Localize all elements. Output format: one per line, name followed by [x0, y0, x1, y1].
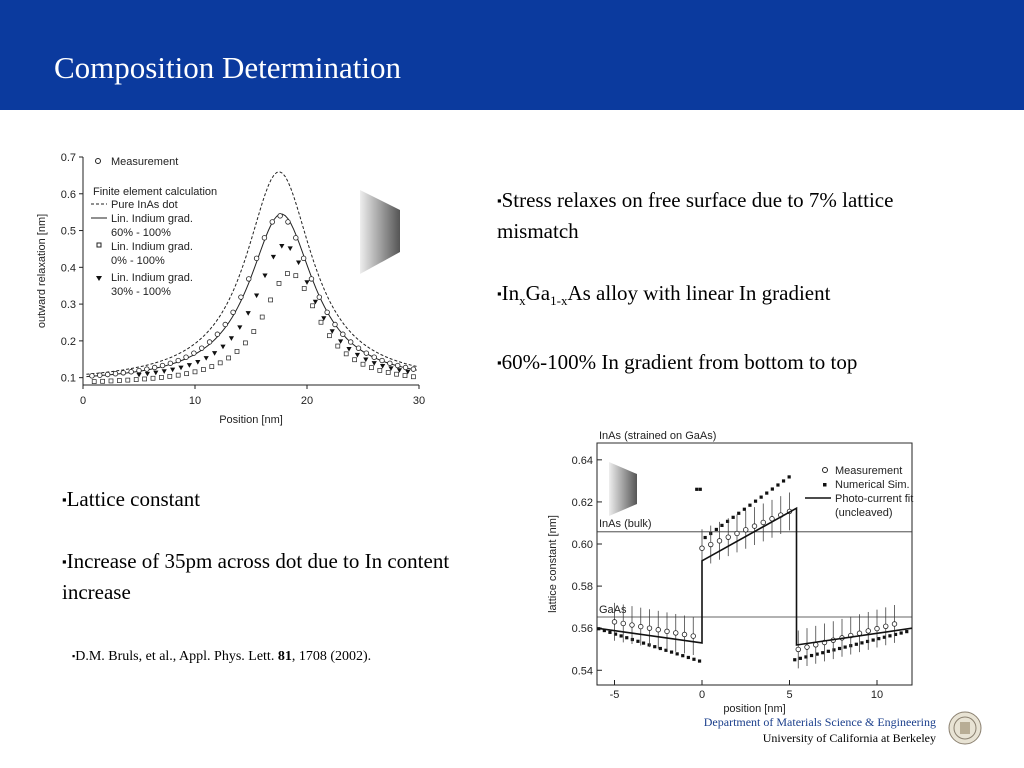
footer-university: University of California at Berkeley	[762, 731, 936, 745]
sim-point	[793, 658, 796, 661]
measurement-point	[372, 355, 377, 360]
grad-0-100-point	[126, 378, 130, 382]
footer	[704, 714, 936, 746]
grad-0-100-point	[302, 287, 306, 291]
measurement-point	[223, 322, 228, 327]
grad-0-100-point	[361, 362, 365, 366]
x-axis-label: Position [nm]	[219, 414, 283, 426]
grad-0-100-point	[395, 372, 399, 376]
grad-0-100-point	[369, 366, 373, 370]
grad-0-100-point	[277, 281, 281, 285]
measurement-point	[301, 256, 306, 261]
grad-0-100-point	[327, 334, 331, 338]
x-axis-label: position [nm]	[723, 703, 786, 715]
legend-grad60: Lin. Indium grad.	[111, 213, 193, 225]
legend-grad30-marker	[96, 276, 102, 281]
measurement-point	[682, 632, 687, 637]
grad-0-100-point	[151, 376, 155, 380]
sim-point	[681, 654, 684, 657]
measurement-point	[388, 361, 393, 366]
measurement-point	[691, 634, 696, 639]
reference: ▪D.M. Bruls, et al., Appl. Phys. Lett. 81, 1708 (2002).	[72, 649, 372, 664]
sim-point	[788, 475, 791, 478]
grad-30-100-point	[220, 345, 225, 350]
grad-30-100-point	[136, 373, 141, 378]
measurement-point	[105, 372, 110, 377]
y-axis-label: lattice constant [nm]	[547, 515, 559, 613]
sim-point	[900, 631, 903, 634]
sim-point	[827, 650, 830, 653]
grad-0-100-point	[109, 379, 113, 383]
measurement-point	[333, 322, 338, 327]
y-tick-label: 0.1	[60, 372, 76, 385]
legend-grad30: Lin. Indium grad.	[111, 272, 193, 284]
grad-30-100-point	[296, 261, 301, 266]
sim-point	[625, 636, 628, 639]
measurement-point	[752, 524, 757, 529]
measurement-point	[341, 332, 346, 337]
legend-fit: Photo-current fit	[835, 493, 914, 505]
legend-measurement: Measurement	[835, 465, 903, 477]
grad-0-100-point	[159, 375, 163, 379]
grad-0-100-point	[227, 356, 231, 360]
sim-point	[653, 645, 656, 648]
x-tick-label: 20	[300, 395, 314, 407]
legend-pure: Pure InAs dot	[111, 199, 178, 211]
grad-30-100-point	[372, 361, 377, 366]
legend-grad0-range: 0% - 100%	[111, 255, 165, 267]
left-bullets	[62, 484, 467, 608]
grad-0-100-point	[92, 380, 96, 384]
sim-point	[743, 508, 746, 511]
sim-point	[642, 642, 645, 645]
gradient-wedge-icon	[360, 190, 402, 276]
measurement-point	[168, 361, 173, 366]
grad-0-100-point	[176, 373, 180, 377]
grad-0-100-point	[386, 370, 390, 374]
grad-0-100-point	[168, 374, 172, 378]
x-tick-label: 5	[786, 689, 793, 701]
measurement-point	[673, 631, 678, 636]
grad-0-100-point	[101, 379, 105, 383]
measurement-point	[192, 351, 197, 356]
measurement-point	[145, 367, 150, 372]
annotation-inas-bulk: InAs (bulk)	[599, 517, 652, 530]
grad-30-100-point	[363, 357, 368, 362]
grad-0-100-point	[143, 377, 147, 381]
sim-point	[692, 658, 695, 661]
measurement-point	[129, 369, 134, 374]
sim-point	[748, 504, 751, 507]
annotation-inas-strained: InAs (strained on GaAs)	[599, 430, 717, 442]
measurement-point	[137, 368, 142, 373]
legend-simulation: Numerical Sim.	[835, 479, 910, 491]
measurement-point	[90, 374, 95, 379]
sim-point	[877, 637, 880, 640]
measurement-point	[612, 620, 617, 625]
measurement-point	[113, 371, 118, 376]
grad-0-100-point	[311, 304, 315, 308]
grad-0-100-point	[411, 375, 415, 379]
y-tick-label: 0.4	[60, 262, 76, 275]
legend-measurement: Measurement	[111, 156, 179, 168]
sim-point	[704, 536, 707, 539]
legend-measurement-marker	[823, 468, 828, 473]
grad-0-100-point	[269, 298, 273, 302]
grad-30-100-point	[288, 246, 293, 251]
measurement-point	[647, 626, 652, 631]
sim-point	[888, 634, 891, 637]
measurement-point	[176, 358, 181, 363]
legend-grad30-range: 30% - 100%	[111, 286, 171, 298]
grad-30-100-point	[271, 255, 276, 260]
measurement-point	[239, 295, 244, 300]
measurement-point	[325, 310, 330, 315]
x-tick-label: -5	[609, 689, 620, 701]
legend-grad60-range: 60% - 100%	[111, 227, 171, 239]
grad-0-100-point	[117, 379, 121, 383]
grad-30-100-point	[262, 274, 267, 279]
measurement-point	[411, 367, 416, 372]
y-tick-label: 0.60	[571, 539, 593, 552]
sim-point	[695, 488, 698, 491]
grad-0-100-point	[285, 272, 289, 276]
grad-0-100-point	[353, 358, 357, 362]
sim-point	[699, 488, 702, 491]
measurement-point	[160, 363, 165, 368]
bullet-gradient: ▪60%-100% In gradient from bottom to top	[497, 350, 858, 375]
grad-30-100-point	[204, 356, 209, 361]
measurement-point	[717, 539, 722, 544]
measurement-point	[743, 528, 748, 533]
measurement-point	[278, 214, 283, 219]
lattice-constant-chart	[540, 430, 925, 715]
measurement-point	[356, 346, 361, 351]
grad-30-100-point	[162, 369, 167, 374]
sim-point	[810, 654, 813, 657]
legend-measurement-marker	[96, 159, 101, 164]
grad-0-100-point	[235, 349, 239, 353]
y-tick-label: 0.56	[571, 623, 593, 636]
sim-point	[732, 516, 735, 519]
grad-0-100-point	[134, 378, 138, 382]
measurement-point	[656, 627, 661, 632]
relaxation-chart	[30, 140, 440, 440]
grad-30-100-point	[338, 339, 343, 344]
sim-point	[726, 520, 729, 523]
bullet-stress: ▪Stress relaxes on free surface due to 7% lattice mismatch	[497, 188, 894, 243]
measurement-point	[262, 236, 267, 241]
x-tick-label: 30	[412, 395, 426, 407]
grad-0-100-point	[252, 330, 256, 334]
sim-point	[832, 648, 835, 651]
gradient-wedge-icon	[609, 462, 639, 518]
measurement-point	[215, 332, 220, 337]
sim-point	[855, 643, 858, 646]
sim-point	[799, 657, 802, 660]
measurement-point	[665, 629, 670, 634]
sim-point	[715, 528, 718, 531]
grad-30-100-point	[355, 353, 360, 358]
measurement-point	[805, 645, 810, 650]
measurement-point	[708, 542, 713, 547]
grad-0-100-point	[294, 274, 298, 278]
measurement-point	[231, 310, 236, 315]
bullet-alloy: $▪In_xGa_{1-x}As$ alloy with linear In gradient	[497, 281, 831, 309]
university-seal-icon	[948, 711, 982, 745]
sim-point	[676, 652, 679, 655]
x-tick-label: 0	[79, 395, 87, 407]
sim-point	[720, 524, 723, 527]
y-tick-label: 0.62	[571, 496, 593, 509]
sim-point	[765, 491, 768, 494]
y-tick-label: 0.3	[60, 299, 76, 312]
grad-30-100-point	[178, 366, 183, 371]
grad-0-100-point	[378, 368, 382, 372]
x-tick-label: 10	[870, 689, 884, 701]
sim-point	[771, 487, 774, 490]
bullet-increase: ▪Increase of 35pm across dot due to In content increase	[62, 549, 450, 604]
measurement-point	[630, 623, 635, 628]
grad-0-100-point	[336, 344, 340, 348]
y-axis-label: outward relaxation [nm]	[36, 213, 48, 329]
grad-30-100-point	[254, 294, 259, 299]
measurement-point	[152, 365, 157, 370]
measurement-point	[254, 256, 259, 261]
x-tick-label: 10	[188, 395, 202, 407]
sim-point	[737, 512, 740, 515]
measurement-point	[380, 358, 385, 363]
measurement-point	[294, 236, 299, 241]
grad-30-100-point	[304, 280, 309, 285]
sim-point	[670, 650, 673, 653]
slide-title: Composition Determination	[54, 50, 401, 85]
sim-point	[687, 656, 690, 659]
grad-0-100-point	[260, 315, 264, 319]
measurement-point	[638, 624, 643, 629]
y-tick-label: 0.64	[571, 454, 593, 467]
sim-point	[608, 631, 611, 634]
y-tick-label: 0.5	[60, 225, 76, 238]
grad-0-100-point	[210, 365, 214, 369]
sim-point	[636, 640, 639, 643]
grad-30-100-point	[212, 351, 217, 356]
grad-0-100-point	[319, 320, 323, 324]
grad-0-100-point	[344, 352, 348, 356]
measurement-point	[796, 647, 801, 652]
measurement-point	[348, 340, 353, 345]
legend-grad0: Lin. Indium grad.	[111, 241, 193, 253]
measurement-point	[395, 363, 400, 368]
grad-30-100-point	[246, 311, 251, 316]
right-bullets	[497, 185, 957, 378]
grad-0-100-point	[201, 368, 205, 372]
sim-point	[782, 479, 785, 482]
measurement-point	[892, 622, 897, 627]
measurement-point	[875, 626, 880, 631]
measurement-point	[286, 220, 291, 225]
measurement-point	[317, 295, 322, 300]
sim-point	[905, 630, 908, 633]
grad-30-100-point	[187, 363, 192, 368]
grad-0-100-point	[185, 372, 189, 376]
grad-30-100-point	[346, 347, 351, 352]
y-tick-label: 0.54	[571, 665, 593, 678]
grad-30-100-point	[279, 244, 284, 249]
legend-fit-note: (uncleaved)	[835, 507, 893, 519]
sim-point	[838, 647, 841, 650]
grad-30-100-point	[153, 371, 158, 376]
x-tick-label: 0	[698, 689, 706, 701]
grad-30-100-point	[237, 325, 242, 330]
bullet-lattice: ▪Lattice constant	[62, 487, 201, 511]
grad-0-100-point	[193, 370, 197, 374]
measurement-point	[866, 629, 871, 634]
measurement-point	[700, 546, 705, 551]
measurement-point	[309, 277, 314, 282]
sim-point	[698, 659, 701, 662]
grad-30-100-point	[330, 329, 335, 334]
grad-30-100-point	[229, 336, 234, 341]
grad-30-100-point	[380, 364, 385, 369]
sim-point	[821, 651, 824, 654]
footer-department: Department of Materials Science & Engineering	[703, 715, 936, 729]
sim-point	[659, 647, 662, 650]
measurement-point	[761, 520, 766, 525]
sim-point	[844, 645, 847, 648]
measurement-point	[726, 535, 731, 540]
sim-point	[860, 641, 863, 644]
measurement-point	[621, 621, 626, 626]
sim-point	[866, 640, 869, 643]
measurement-point	[246, 277, 251, 282]
measurement-point	[199, 346, 204, 351]
y-tick-label: 0.58	[571, 581, 593, 594]
measurement-point	[735, 531, 740, 536]
grad-30-100-point	[195, 360, 200, 365]
grad-0-100-point	[243, 341, 247, 345]
grad-30-100-point	[170, 368, 175, 373]
sim-point	[754, 500, 757, 503]
measurement-point	[270, 220, 275, 225]
measurement-point	[364, 351, 369, 356]
sim-point	[872, 638, 875, 641]
measurement-point	[121, 370, 126, 375]
grad-0-100-point	[218, 361, 222, 365]
sim-point	[776, 483, 779, 486]
y-tick-label: 0.7	[60, 152, 76, 164]
legend-grad0-marker	[97, 243, 101, 247]
sim-point	[620, 634, 623, 637]
legend-fe-calc: Finite element calculation	[93, 186, 218, 198]
annotation-gaas: GaAs	[599, 604, 627, 617]
measurement-point	[883, 624, 888, 629]
legend-sim-marker	[823, 483, 827, 487]
grad-0-100-point	[403, 374, 407, 378]
grad-30-100-point	[145, 372, 150, 377]
sim-point	[760, 496, 763, 499]
measurement-point	[184, 355, 189, 360]
measurement-point	[403, 365, 408, 370]
measurement-point	[207, 340, 212, 345]
measurement-point	[98, 373, 103, 378]
y-tick-label: 0.6	[60, 188, 76, 201]
y-tick-label: 0.2	[60, 335, 76, 348]
